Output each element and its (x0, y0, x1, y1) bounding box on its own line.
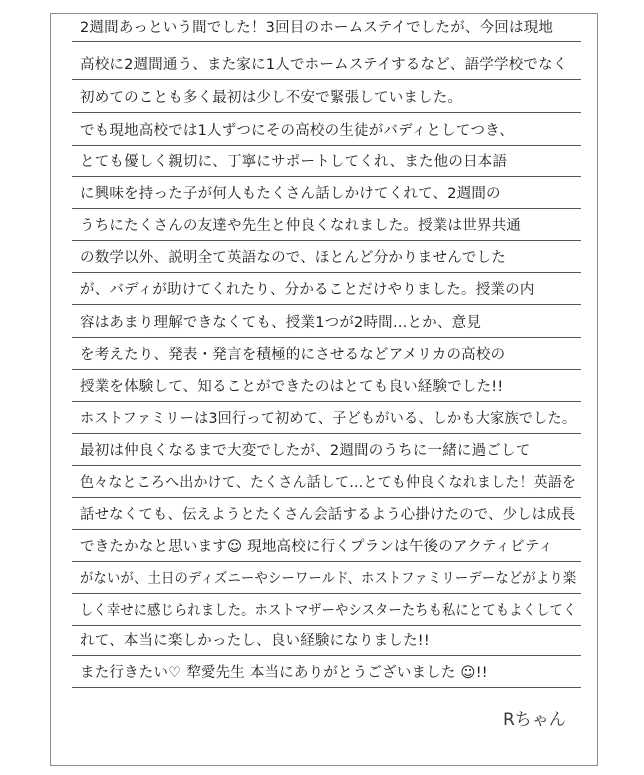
letter-line-11: を考えたり、発表・発言を積極的にさせるなどアメリカの高校の (80, 347, 506, 363)
ruled-line (72, 272, 581, 273)
letter-line-3: 初めてのことも多く最初は少し不安で緊張していました。 (80, 90, 463, 106)
ruled-line (72, 655, 581, 656)
ruled-line (72, 401, 581, 402)
ruled-line (72, 561, 581, 562)
letter-line-5: とても優しく親切に、丁寧にサポートしてくれ、また他の日本語 (80, 154, 508, 170)
letter-line-15: 色々なところへ出かけて、たくさん話して…とても仲良くなれました！英語を (80, 475, 577, 491)
letter-line-7: うちにたくさんの友達や先生と仲良くなれました。授業は世界共通 (80, 218, 521, 234)
letter-line-18: がないが、土日のディズニーやシーワールド、ホストファミリーデーなどがより楽 (80, 571, 577, 587)
letter-line-12: 授業を体験して、知ることができたのはとても良い経験でした!! (80, 379, 504, 395)
letter-line-10: 容はあまり理解できなくても、授業1つが2時間…とか、意見 (80, 315, 482, 331)
ruled-line (72, 337, 581, 338)
letter-line-20: れて、本当に楽しかったし、良い経験になりました!! (80, 633, 430, 649)
letter-line-13: ホストファミリーは3回行って初めて、子どもがいる、しかも大家族でした。 (80, 411, 577, 427)
letter-line-14: 最初は仲良くなるまで大変でしたが、2週間のうちに一緒に過ごして (80, 443, 531, 459)
ruled-line (72, 593, 581, 594)
ruled-line (72, 497, 581, 498)
ruled-line (72, 240, 581, 241)
ruled-line (72, 433, 581, 434)
letter-line-6: に興味を持った子が何人もたくさん話しかけてくれて、2週間の (80, 186, 501, 202)
letter-line-8: の数学以外、説明全て英語なので、ほとんど分かりませんでした (80, 250, 507, 266)
letter-line-21: また行きたい♡ 犂愛先生 本当にありがとうございました ☺!! (80, 665, 488, 681)
letter-line-19: しく幸せに感じられました。ホストマザーやシスターたちも私にとてもよくしてく (80, 603, 577, 619)
letter-line-9: が、バディが助けてくれたり、分かることだけやりました。授業の内 (80, 282, 535, 298)
signature: Rちゃん (503, 710, 566, 730)
letter-line-16: 話せなくても、伝えようとたくさん会話するよう心掛けたので、少しは成長 (80, 507, 576, 523)
letter-line-2: 高校に2週間通う、また家に1人でホームステイするなど、語学学校でなく (80, 57, 568, 73)
ruled-line (72, 304, 581, 305)
ruled-line (72, 41, 581, 42)
ruled-line (72, 79, 581, 80)
ruled-line (72, 529, 581, 530)
ruled-line (72, 687, 581, 688)
ruled-line (72, 208, 581, 209)
ruled-line (72, 176, 581, 177)
letter-line-17: できたかなと思います☺ 現地高校に行くプランは午後のアクティビティ (80, 539, 554, 555)
letter-line-1: 2週間あっという間でした！3回目のホームステイでしたが、今回は現地 (80, 20, 554, 36)
ruled-line (72, 112, 581, 113)
ruled-line (72, 465, 581, 466)
ruled-line (72, 369, 581, 370)
ruled-line (72, 145, 581, 146)
letter-line-4: でも現地高校では1人ずつにその高校の生徒がバディとしてつき、 (80, 123, 514, 139)
ruled-line (72, 625, 581, 626)
